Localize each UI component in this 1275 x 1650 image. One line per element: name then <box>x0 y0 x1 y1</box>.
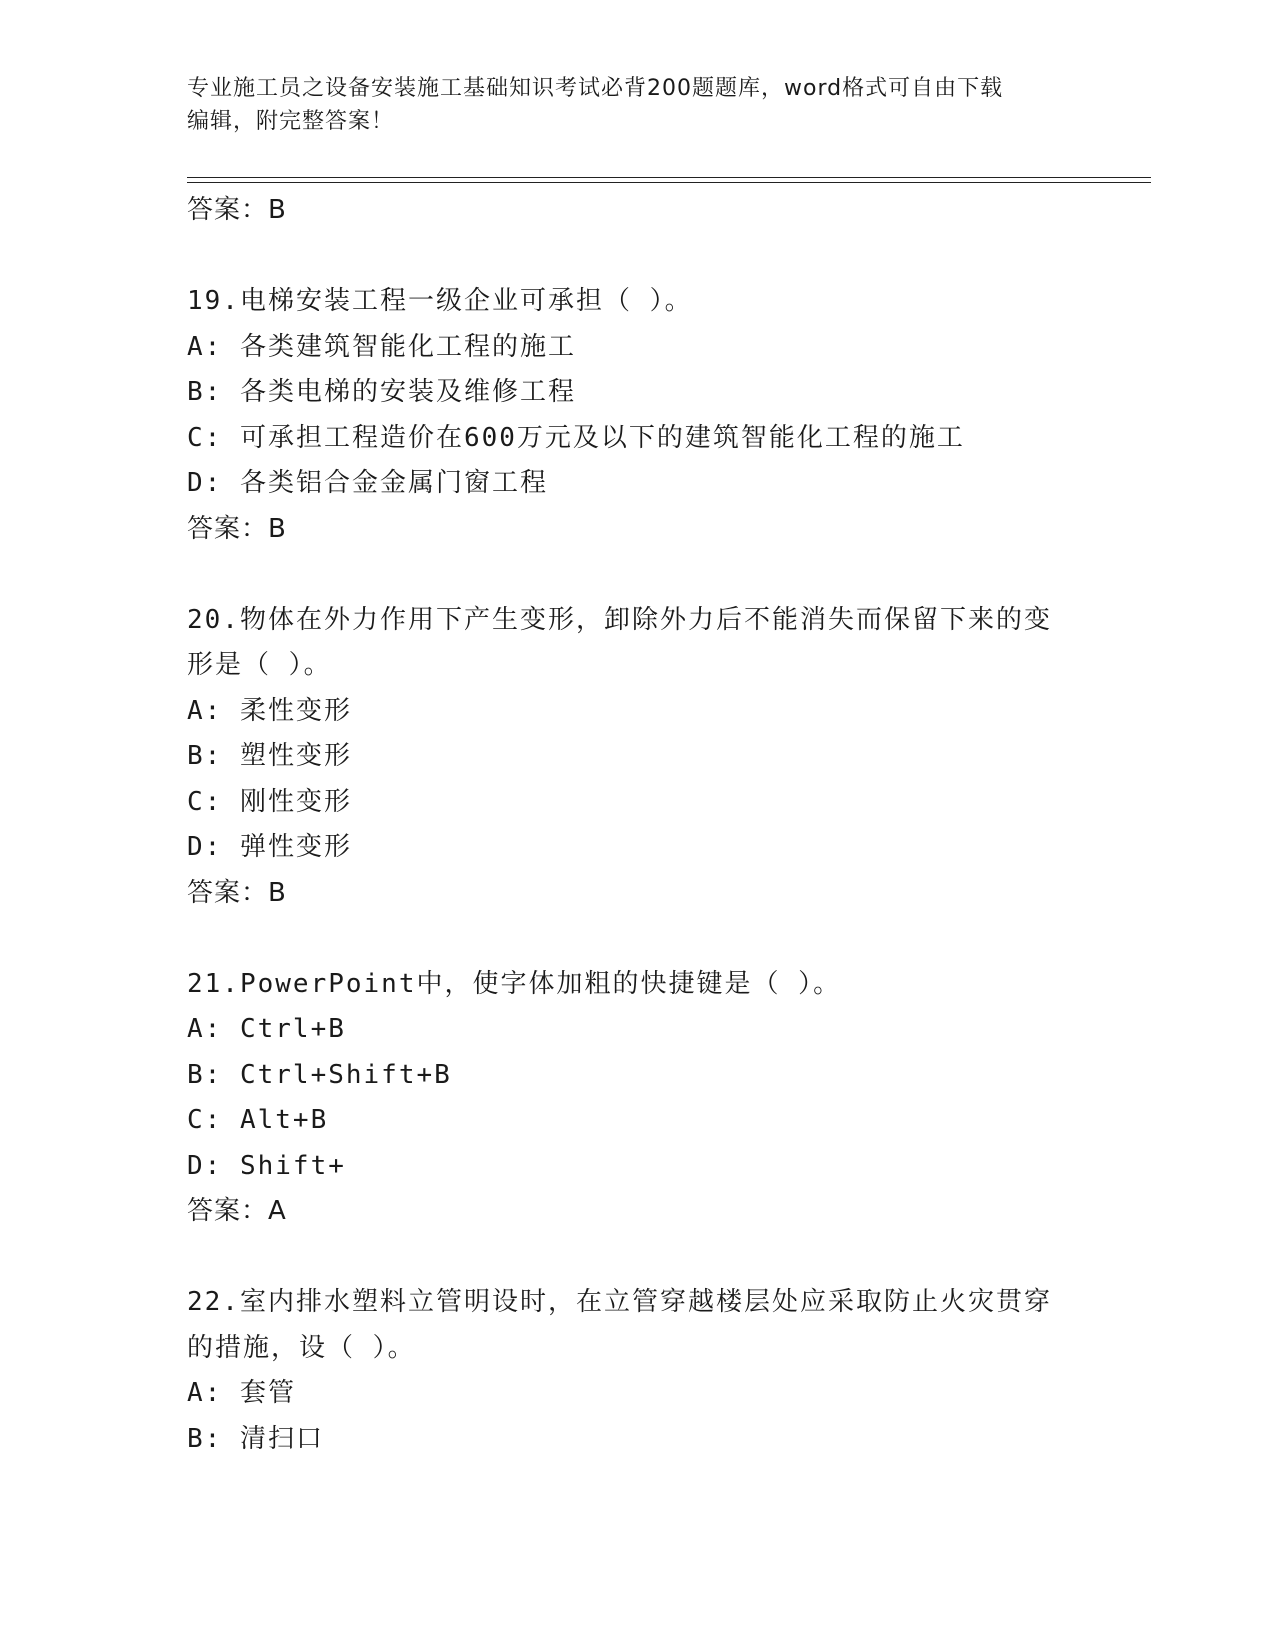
question-20-answer: 答案：B <box>187 877 287 908</box>
question-20-stem-line-1: 20.物体在外力作用下产生变形，卸除外力后不能消失而保留下来的变 <box>187 604 1052 635</box>
question-22-option-b: B: 清扫口 <box>187 1423 324 1454</box>
spacer <box>187 552 1087 598</box>
answer-q18: 答案：B <box>187 195 287 225</box>
question-21-option-d: D: Shift+ <box>187 1150 346 1181</box>
header-divider-top <box>187 177 1151 178</box>
document-header <box>187 72 1067 138</box>
question-20-option-b: B: 塑性变形 <box>187 741 352 771</box>
question-19-option-c: C: 可承担工程造价在600万元及以下的建筑智能化工程的施工 <box>187 422 965 453</box>
question-21-answer: 答案：A <box>187 1196 287 1226</box>
question-20-stem-line-2: 形是（ ）。 <box>187 650 332 680</box>
question-22-option-a: A: 套管 <box>187 1378 296 1408</box>
question-20 <box>187 598 1087 917</box>
question-19-option-d: D: 各类铝合金金属门窗工程 <box>187 468 548 498</box>
question-22-stem-line-2: 的措施，设（ ）。 <box>187 1332 416 1363</box>
question-21-option-c: C: Alt+B <box>187 1105 329 1135</box>
question-19-stem: 19.电梯安装工程一级企业可承担（ ）。 <box>187 286 693 316</box>
question-20-option-a: A: 柔性变形 <box>187 695 352 726</box>
question-21-stem: 21.PowerPoint中，使字体加粗的快捷键是（ ）。 <box>187 968 842 999</box>
header-title-line-1: 专业施工员之设备安装施工基础知识考试必背200题题库，word格式可自由下载 <box>187 76 1004 101</box>
question-21-option-b: B: Ctrl+Shift+B <box>187 1059 452 1090</box>
question-20-option-d: D: 弹性变形 <box>187 832 352 862</box>
header-title-line-2: 编辑，附完整答案！ <box>187 109 395 134</box>
question-22-stem-line-1: 22.室内排水塑料立管明设时，在立管穿越楼层处应采取防止火灾贯穿 <box>187 1287 1052 1317</box>
question-21-option-a: A: Ctrl+B <box>187 1014 346 1044</box>
spacer <box>187 1235 1087 1281</box>
question-list <box>187 188 1087 1462</box>
question-21 <box>187 962 1087 1235</box>
header-divider-bottom <box>187 182 1151 183</box>
question-22 <box>187 1280 1087 1462</box>
question-20-option-c: C: 刚性变形 <box>187 786 352 817</box>
spacer <box>187 234 1087 280</box>
spacer <box>187 916 1087 962</box>
question-19 <box>187 279 1087 552</box>
question-19-option-b: B: 各类电梯的安装及维修工程 <box>187 377 576 407</box>
question-19-option-a: A: 各类建筑智能化工程的施工 <box>187 331 576 362</box>
question-19-answer: 答案：B <box>187 513 287 544</box>
